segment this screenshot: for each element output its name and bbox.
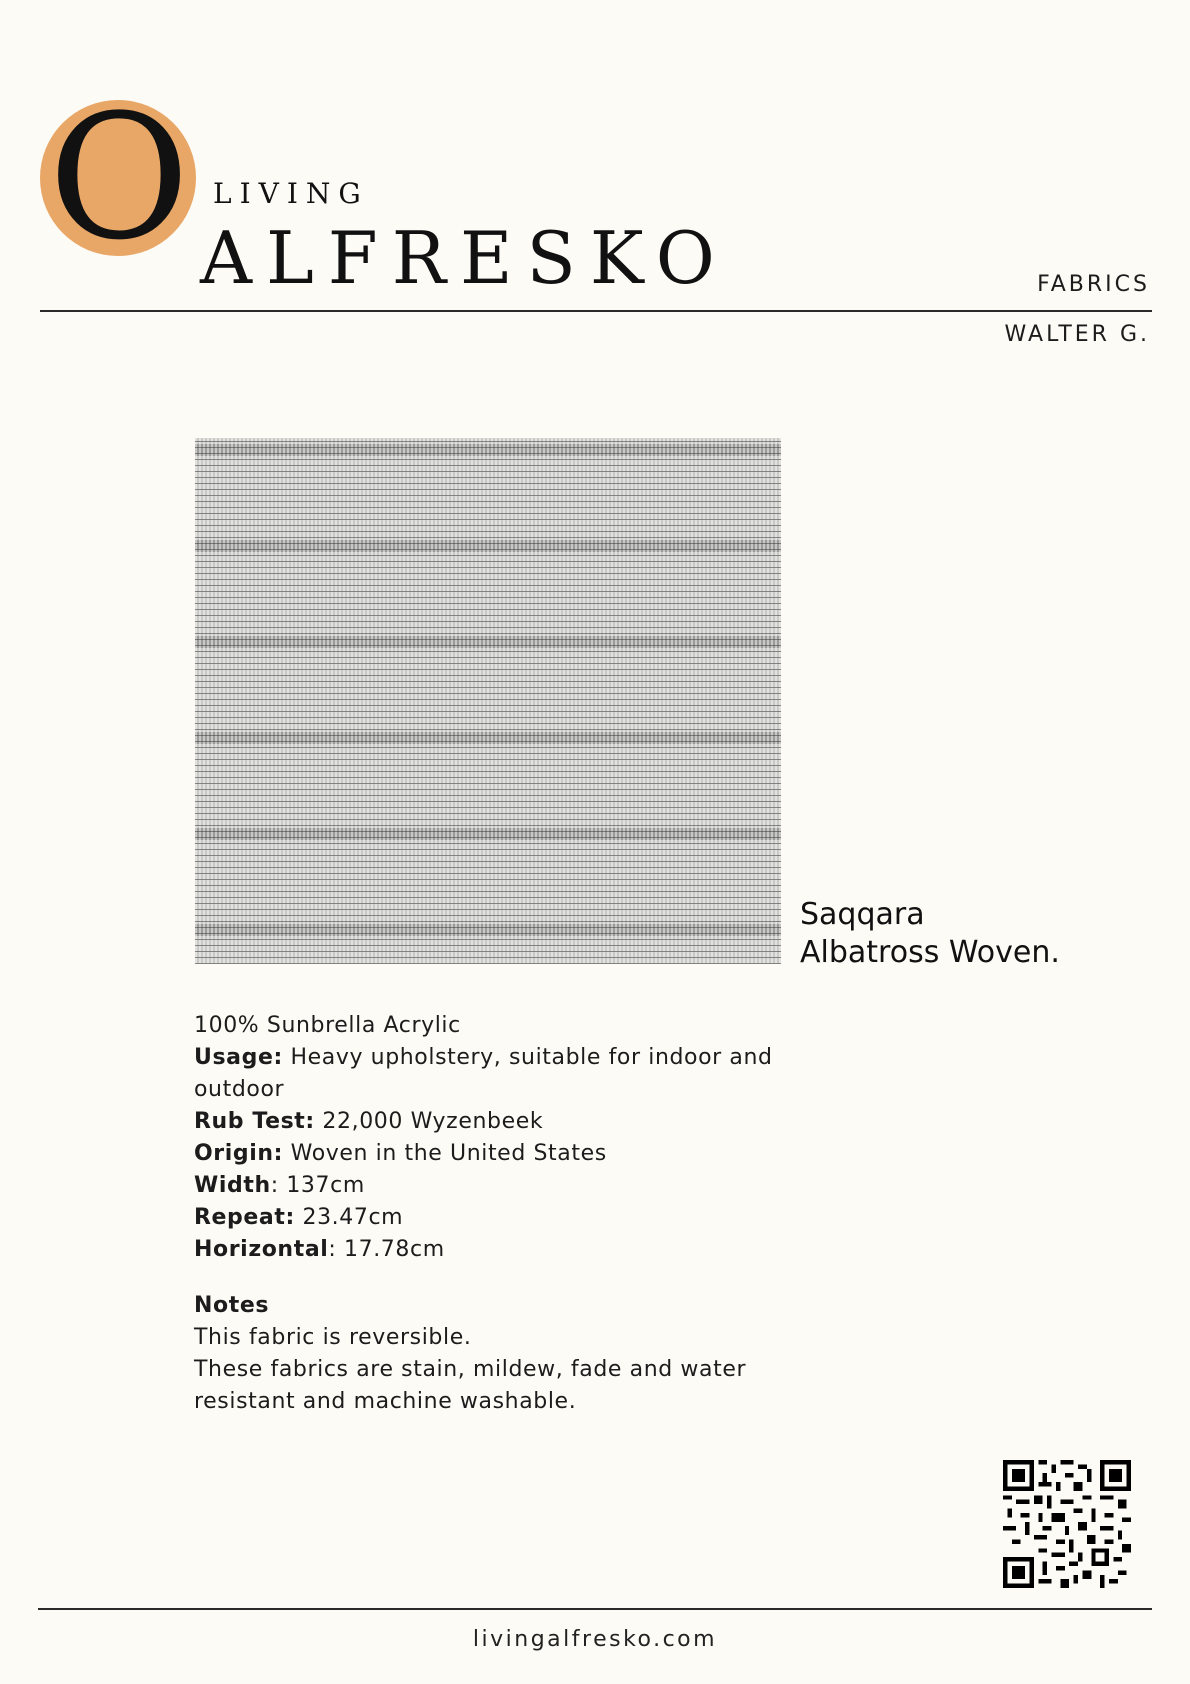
spec-list (194, 1010, 794, 1418)
spec-usage (194, 1042, 794, 1106)
product-name-line2: Albatross Woven. (800, 935, 1060, 970)
notes-line1: This fabric is reversible. (194, 1325, 472, 1350)
fabric-swatch-image (195, 438, 781, 964)
spec-width-label: Width (194, 1173, 271, 1198)
spec-origin-label: Origin: (194, 1141, 284, 1166)
logo-alfresko-text: ALFRESKO (200, 216, 729, 300)
category-label: FABRICS (1037, 272, 1150, 297)
supplier-label: WALTER G. (1004, 322, 1150, 347)
spec-width (194, 1170, 794, 1202)
logo-living-text: LIVING (213, 177, 369, 210)
spec-rub-test (194, 1106, 794, 1138)
footer-divider (38, 1608, 1152, 1610)
notes-heading: Notes (194, 1293, 270, 1318)
logo-letter: O (48, 77, 188, 278)
spec-rub-label: Rub Test: (194, 1109, 315, 1134)
spec-horizontal-label: Horizontal (194, 1237, 329, 1262)
spec-usage-label: Usage: (194, 1045, 283, 1070)
spec-repeat-label: Repeat: (194, 1205, 295, 1230)
spec-repeat (194, 1202, 794, 1234)
spec-composition: 100% Sunbrella Acrylic (194, 1013, 461, 1038)
qr-code-icon[interactable] (1003, 1460, 1131, 1588)
footer-website-link[interactable]: livingalfresko.com (472, 1627, 718, 1652)
product-name (800, 896, 1160, 972)
spec-repeat-value: 23.47cm (294, 1205, 404, 1230)
product-name-line1: Saqqara (800, 897, 925, 932)
spec-horizontal-value: : 17.78cm (328, 1237, 445, 1262)
spec-origin (194, 1138, 794, 1170)
spec-rub-value: 22,000 Wyzenbeek (314, 1109, 544, 1134)
spec-usage-value: Heavy upholstery, suitable for indoor and outdoor (194, 1045, 773, 1102)
notes-line2: These fabrics are stain, mildew, fade and water resistant and machine washable. (194, 1357, 747, 1414)
spec-origin-value: Woven in the United States (283, 1141, 607, 1166)
spec-width-value: : 137cm (270, 1173, 365, 1198)
header-divider (40, 310, 1152, 312)
spec-horizontal (194, 1234, 794, 1266)
